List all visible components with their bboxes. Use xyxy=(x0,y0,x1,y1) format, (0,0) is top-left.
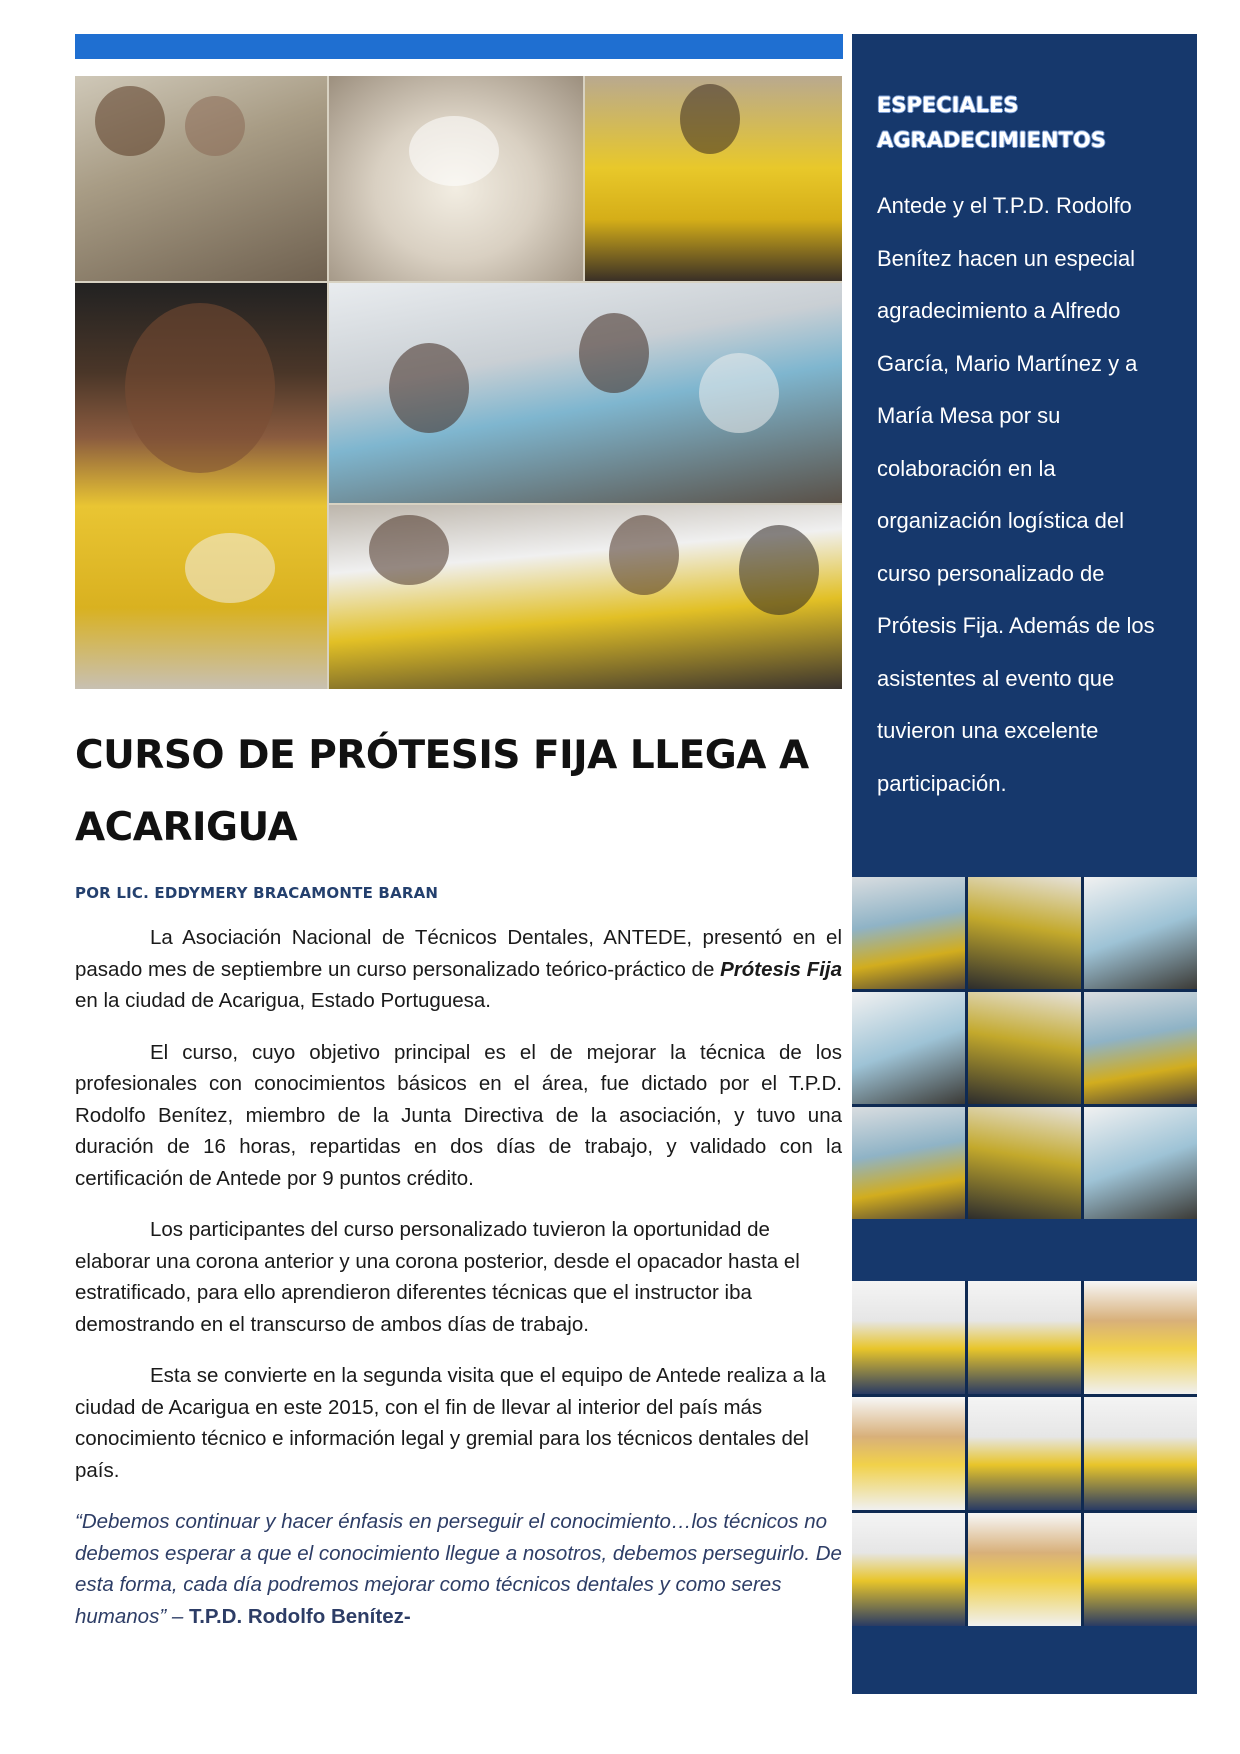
sidebar-photo xyxy=(1084,1397,1197,1510)
sidebar-photo xyxy=(968,1107,1081,1219)
paragraph-1-text-b: en la ciudad de Acarigua, Estado Portuguesa. xyxy=(75,989,491,1012)
article-byline: POR LIC. EDDYMERY BRACAMONTE BARAN xyxy=(75,884,439,902)
course-photo-collage xyxy=(75,76,842,689)
sidebar-photo xyxy=(968,877,1081,989)
photo-group-at-lab xyxy=(75,76,327,281)
quote-text: “Debemos continuar y hacer énfasis en perseguir el conocimiento…los técnicos no debemos esperar a que el conocimiento llegue a nosotros, debemos perseguirlo. De esta forma, cada día podremos mejorar como técnicos dentales y como seres humanos” xyxy=(75,1510,842,1628)
sidebar-photo xyxy=(1084,1281,1197,1394)
sidebar-photo xyxy=(852,1107,965,1219)
photo-participants-working xyxy=(329,283,842,503)
paragraph-4: Esta se convierte en la segunda visita que el equipo de Antede realiza a la ciudad de Acarigua en este 2015, con el fin de llevar al interior del país más conocimiento técnico e información legal y gremial para los técnicos dentales del país. xyxy=(75,1364,826,1482)
sidebar-photo xyxy=(852,1513,965,1626)
paragraph-1-emphasis: Prótesis Fija xyxy=(720,957,842,981)
sidebar-photo xyxy=(852,1281,965,1394)
article-body xyxy=(75,922,842,1652)
paragraph-1-text-a: La Asociación Nacional de Técnicos Dentales, ANTEDE, presentó en el pasado mes de septiembre un curso personalizado teórico-práctico de xyxy=(75,926,842,981)
sidebar-text: Antede y el T.P.D. Rodolfo Benítez hacen un especial agradecimiento a Alfredo García, Mario Martínez y a María Mesa por su colaboración en la organización logística del curso personalizado de Prótesis Fija. Además de los asistentes al evento que tuvieron una excelente participación. xyxy=(877,193,1155,796)
photo-participants-at-desk xyxy=(329,505,842,689)
sidebar-photo-grid-workshop xyxy=(852,877,1197,1219)
paragraph-2: El curso, cuyo objetivo principal es el de mejorar la técnica de los profesionales con conocimientos básicos en el área, fue dictado por el T.P.D. Rodolfo Benítez, miembro de la Junta Directiva de la asociación, y tuvo una duración de 16 horas, repartidas en dos días de trabajo, y validado con la certificación de Antede por 9 puntos crédito. xyxy=(75,1040,842,1190)
sidebar-photo xyxy=(968,1513,1081,1626)
sidebar-photo xyxy=(1084,992,1197,1104)
sidebar-photo-grid-certificates xyxy=(852,1281,1197,1626)
paragraph-1 xyxy=(75,922,842,1017)
photo-dental-model xyxy=(329,76,583,281)
sidebar-photo xyxy=(1084,877,1197,989)
sidebar-photo xyxy=(852,1397,965,1510)
quote-dash: – xyxy=(166,1604,189,1628)
photo-instructor-closeup xyxy=(75,283,327,689)
sidebar-photo xyxy=(1084,1107,1197,1219)
sidebar-photo xyxy=(852,992,965,1104)
article-title: CURSO DE PRÓTESIS FIJA LLEGA A ACARIGUA xyxy=(75,733,809,850)
sidebar-photo xyxy=(1084,1513,1197,1626)
sidebar-heading: ESPECIALES AGRADECIMIENTOS xyxy=(877,93,1106,152)
sidebar-photo xyxy=(968,1397,1081,1510)
photo-instructor-demo xyxy=(585,76,842,281)
sidebar-photo xyxy=(968,1281,1081,1394)
top-accent-bar xyxy=(75,34,843,59)
quote-author: T.P.D. Rodolfo Benítez- xyxy=(188,1604,411,1628)
pull-quote xyxy=(75,1506,842,1632)
paragraph-3: Los participantes del curso personalizado tuvieron la oportunidad de elaborar una corona anterior y una corona posterior, desde el opacador hasta el estratificado, para ello aprendieron diferentes técnicas que el instructor iba demostrando en el transcurso de ambos días de trabajo. xyxy=(75,1218,800,1336)
sidebar-photo xyxy=(852,877,965,989)
sidebar-photo xyxy=(968,992,1081,1104)
